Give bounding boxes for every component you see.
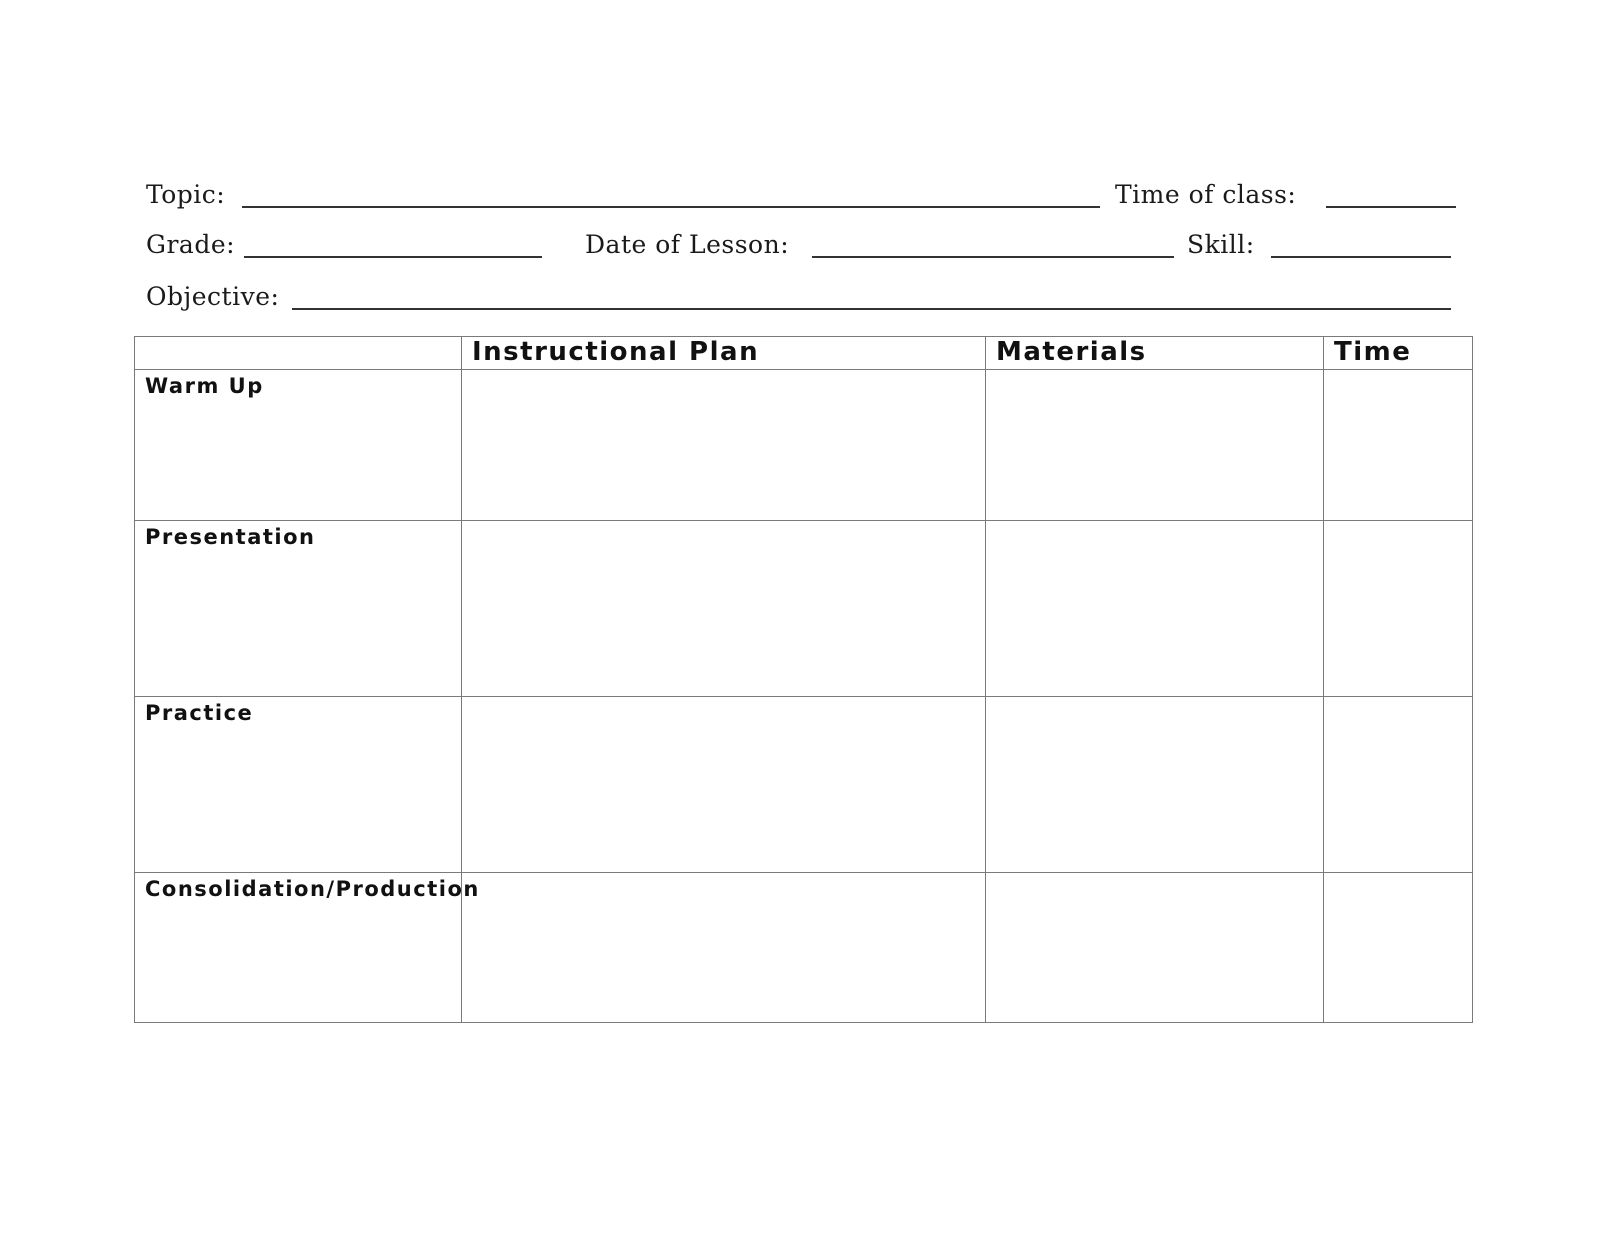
table-header-row: [135, 337, 1473, 370]
stage-warm-up: Warm Up: [135, 370, 462, 521]
skill-label: Skill:: [1187, 230, 1255, 259]
objective-blank[interactable]: [292, 308, 1451, 310]
skill-blank[interactable]: [1271, 256, 1451, 258]
presentation-time-cell[interactable]: [1324, 521, 1473, 697]
date-of-lesson-label: Date of Lesson:: [585, 230, 790, 259]
grade-blank[interactable]: [244, 256, 542, 258]
time-of-class-blank[interactable]: [1326, 206, 1456, 208]
warm-up-instructional-plan-cell[interactable]: [462, 370, 986, 521]
warm-up-time-cell[interactable]: [1324, 370, 1473, 521]
warm-up-materials-cell[interactable]: [986, 370, 1324, 521]
consolidation-materials-cell[interactable]: [986, 873, 1324, 1023]
grade-label: Grade:: [146, 230, 236, 259]
table-row: [135, 370, 1473, 521]
practice-time-cell[interactable]: [1324, 697, 1473, 873]
stage-consolidation-production: Consolidation/Production: [135, 873, 462, 1023]
table-row: [135, 873, 1473, 1023]
date-of-lesson-blank[interactable]: [812, 256, 1174, 258]
presentation-instructional-plan-cell[interactable]: [462, 521, 986, 697]
header-stage-column: [135, 337, 462, 370]
header-time: Time: [1324, 337, 1473, 370]
header-instructional-plan: Instructional Plan: [462, 337, 986, 370]
presentation-materials-cell[interactable]: [986, 521, 1324, 697]
stage-practice: Practice: [135, 697, 462, 873]
table-row: [135, 521, 1473, 697]
topic-blank[interactable]: [242, 206, 1100, 208]
header-materials: Materials: [986, 337, 1324, 370]
objective-label: Objective:: [146, 282, 280, 311]
topic-label: Topic:: [146, 180, 226, 209]
practice-materials-cell[interactable]: [986, 697, 1324, 873]
practice-instructional-plan-cell[interactable]: [462, 697, 986, 873]
table-row: [135, 697, 1473, 873]
stage-presentation: Presentation: [135, 521, 462, 697]
consolidation-time-cell[interactable]: [1324, 873, 1473, 1023]
lesson-plan-table: [134, 336, 1473, 1023]
consolidation-instructional-plan-cell[interactable]: [462, 873, 986, 1023]
time-of-class-label: Time of class:: [1115, 180, 1297, 209]
